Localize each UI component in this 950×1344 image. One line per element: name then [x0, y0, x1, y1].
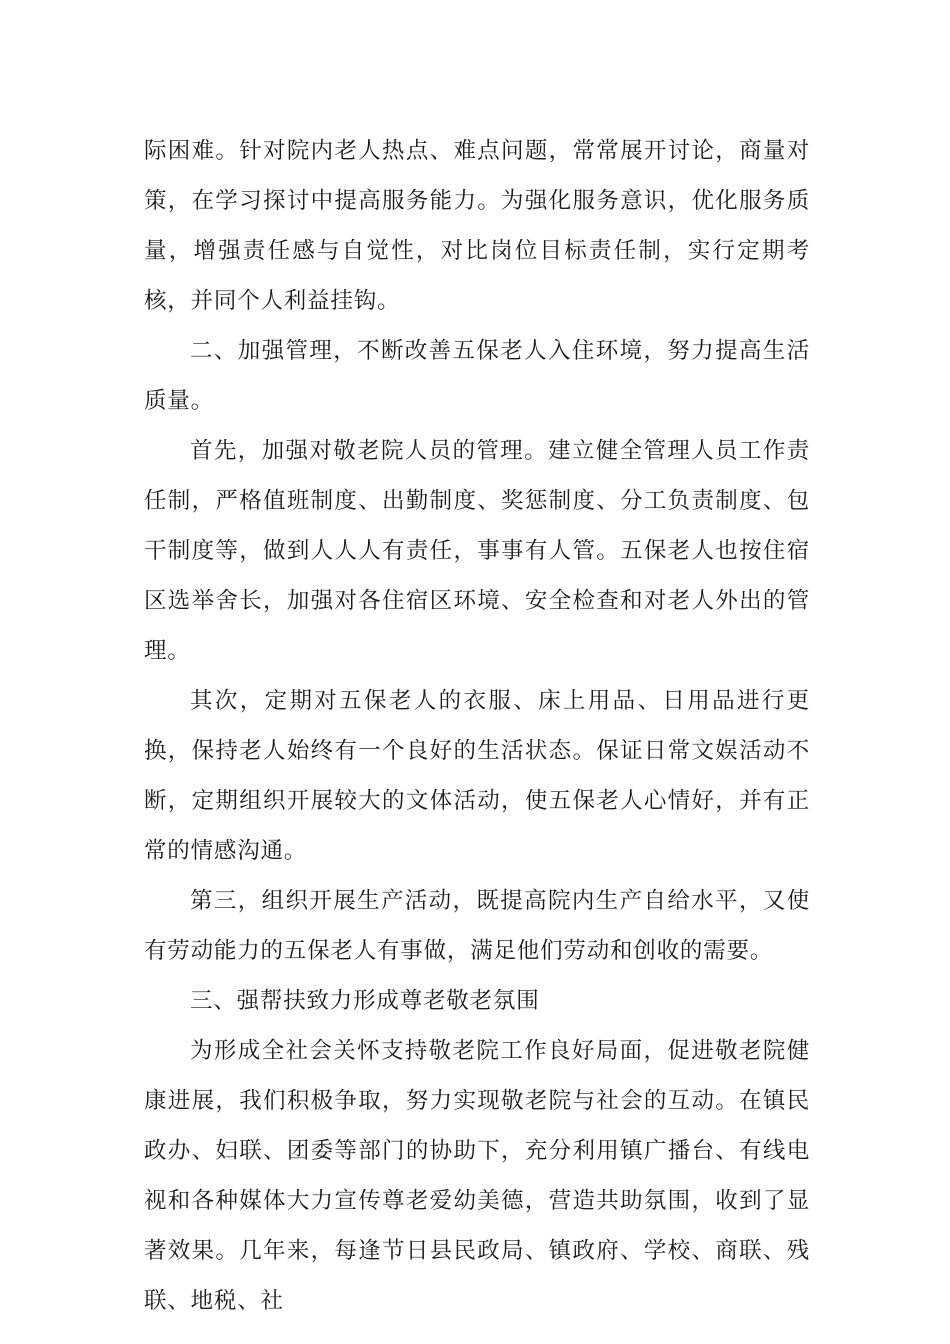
paragraph-1: 际困难。针对院内老人热点、难点问题，常常展开讨论，商量对策，在学习探讨中提高服务能力。为强化服务意识，优化服务质量，增强责任感与自觉性，对比岗位目标责任制，实行定期考核，并同个人利益挂钩。 [144, 138, 810, 314]
paragraph-5: 第三，组织开展生产活动，既提高院内生产自给水平，又使有劳动能力的五保老人有事做，满足他们劳动和创收的需要。 [144, 888, 810, 964]
document-body [144, 126, 810, 1326]
paragraph-2: 二、加强管理，不断改善五保老人入住环境，努力提高生活质量。 [144, 338, 810, 414]
paragraph-4: 其次，定期对五保老人的衣服、床上用品、日用品进行更换，保持老人始终有一个良好的生活状态。保证日常文娱活动不断，定期组织开展较大的文体活动，使五保老人心情好，并有正常的情感沟通。 [144, 688, 810, 864]
paragraph-3: 首先，加强对敬老院人员的管理。建立健全管理人员工作责任制，严格值班制度、出勤制度、奖惩制度、分工负责制度、包干制度等，做到人人人有责任，事事有人管。五保老人也按住宿区选举舍长，加强对各住宿区环境、安全检查和对老人外出的管理。 [144, 438, 810, 664]
paragraph-7: 为形成全社会关怀支持敬老院工作良好局面，促进敬老院健康进展，我们积极争取，努力实现敬老院与社会的互动。在镇民政办、妇联、团委等部门的协助下，充分利用镇广播台、有线电视和各种媒体大力宣传尊老爱幼美德，营造共助氛围，收到了显著效果。几年来，每逢节日县民政局、镇政府、学校、商联、残联、地税、社 [144, 1038, 810, 1314]
section-heading-3: 三、强帮扶致力形成尊老敬老氛围 [190, 988, 540, 1014]
